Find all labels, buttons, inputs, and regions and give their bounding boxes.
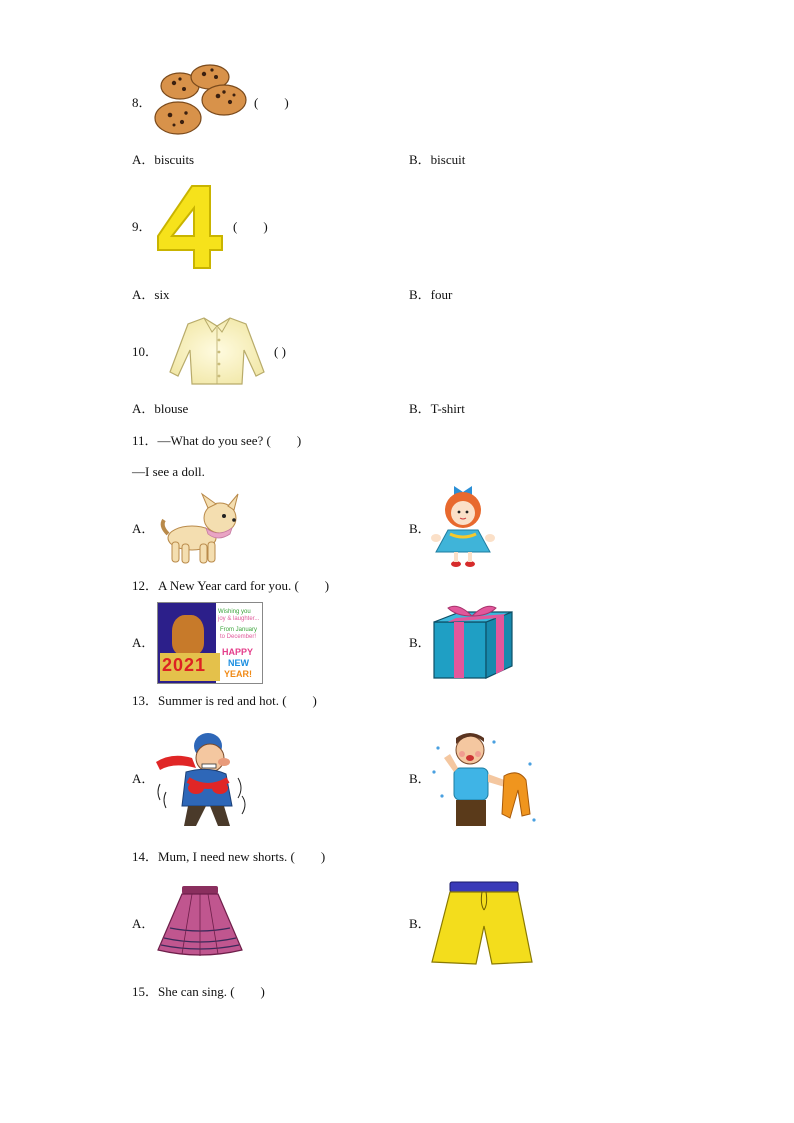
- q13-option-b[interactable]: B．: [409, 771, 431, 786]
- q8-answer-blank[interactable]: ( ): [254, 95, 289, 110]
- card-new-text: NEW: [228, 658, 249, 668]
- q11-stem: 11．—What do you see? ( ): [132, 433, 302, 448]
- blouse-image: [168, 314, 266, 386]
- card-year-text: 2021: [162, 655, 207, 675]
- q11-answer-line: —I see a doll.: [132, 464, 205, 479]
- q10-answer-blank[interactable]: ( ): [274, 344, 286, 359]
- shorts-image[interactable]: [430, 880, 534, 966]
- cold-man-image[interactable]: [152, 722, 250, 832]
- biscuits-image: [152, 62, 252, 140]
- q9-option-a[interactable]: A．six: [132, 287, 170, 302]
- card-year-word-text: YEAR!: [224, 669, 253, 679]
- hot-boy-image[interactable]: [430, 728, 538, 830]
- q10-number: 10．: [132, 344, 159, 359]
- gift-box-image[interactable]: [430, 602, 516, 682]
- doll-image[interactable]: [430, 486, 496, 572]
- q14-option-a[interactable]: A．: [132, 916, 155, 931]
- q12-option-a[interactable]: A．: [132, 635, 155, 650]
- q14-option-b[interactable]: B．: [409, 916, 431, 931]
- q11-option-b[interactable]: B．: [409, 521, 431, 536]
- q10-option-b[interactable]: B．T-shirt: [409, 401, 465, 416]
- q9-option-b[interactable]: B．four: [409, 287, 453, 302]
- new-year-card-image[interactable]: [157, 602, 263, 684]
- card-to-text: to December!: [220, 634, 257, 640]
- card-happy-text: HAPPY: [222, 647, 254, 657]
- q13-stem: 13．Summer is red and hot. ( ): [132, 693, 317, 708]
- q11-option-a[interactable]: A．: [132, 521, 155, 536]
- puppy-image[interactable]: [158, 492, 244, 566]
- q9-number: 9．: [132, 219, 152, 234]
- q9-answer-blank[interactable]: ( ): [233, 219, 268, 234]
- q8-option-b[interactable]: B．biscuit: [409, 152, 466, 167]
- card-wishing-text: Wishing you: [218, 609, 251, 615]
- q12-stem: 12．A New Year card for you. ( ): [132, 578, 330, 593]
- skirt-image[interactable]: [156, 884, 244, 960]
- q12-option-b[interactable]: B．: [409, 635, 431, 650]
- number-four-image: [154, 182, 226, 272]
- q14-stem: 14．Mum, I need new shorts. ( ): [132, 849, 326, 864]
- q8-number: 8．: [132, 95, 152, 110]
- q13-option-a[interactable]: A．: [132, 771, 155, 786]
- card-from-text: From January: [220, 627, 258, 633]
- q8-option-a[interactable]: A．biscuits: [132, 152, 195, 167]
- q10-option-a[interactable]: A．blouse: [132, 401, 189, 416]
- q15-stem: 15．She can sing. ( ): [132, 984, 265, 999]
- card-joy-text: joy & laughter...: [218, 616, 260, 622]
